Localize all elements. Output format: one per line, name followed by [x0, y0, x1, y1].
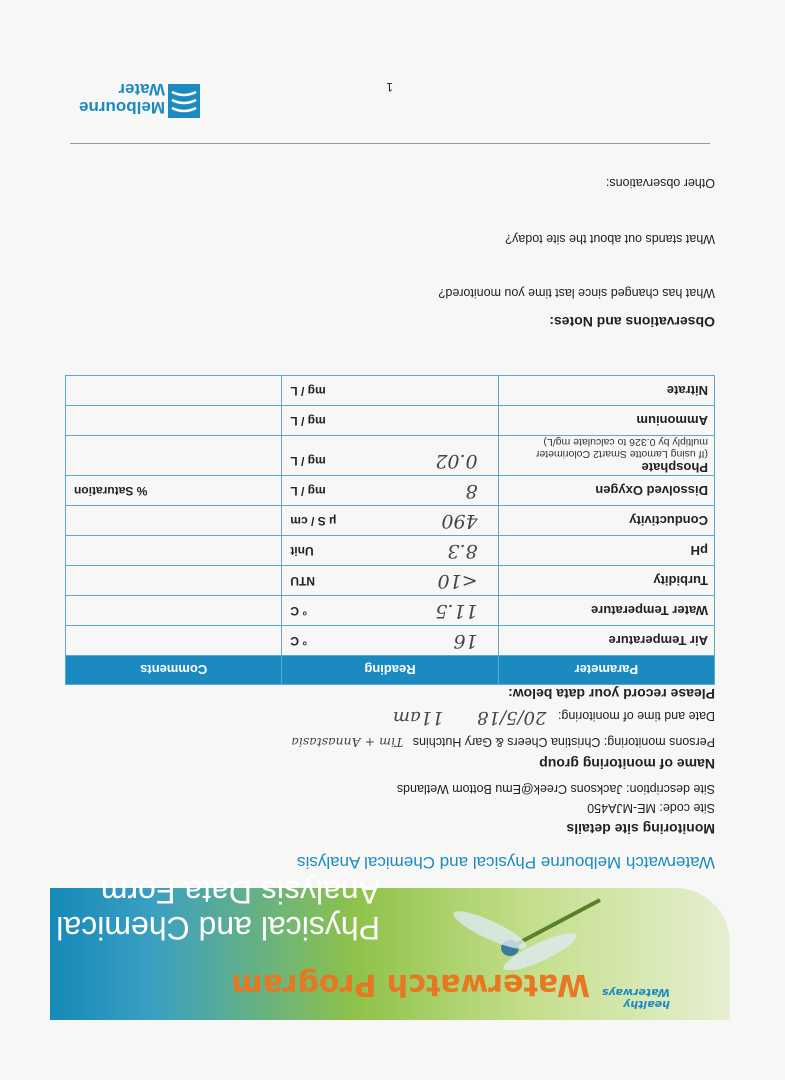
persons-line	[291, 735, 715, 750]
reading-cell[interactable]	[282, 536, 498, 566]
table-body	[66, 376, 715, 656]
parameter-cell	[498, 596, 714, 626]
reading-cell[interactable]	[282, 506, 498, 536]
site-code-line	[587, 801, 715, 815]
persons-handwritten: Tim + Annastasia	[291, 735, 404, 750]
parameter-name: Dissolved Oxygen	[595, 483, 708, 498]
monitoring-table	[65, 375, 715, 685]
site-description-value: Jacksons Creek@Emu Bottom Wetlands	[396, 782, 623, 796]
comments-cell[interactable]	[66, 596, 282, 626]
table-row	[66, 536, 715, 566]
program-title: Waterwatch Program	[231, 967, 590, 1002]
reading-unit: mg / L	[290, 454, 326, 468]
parameter-name: Conductivity	[629, 513, 708, 528]
table-row	[66, 406, 715, 436]
reading-unit: μ S / cm	[290, 514, 337, 528]
col-header-parameter: Parameter	[498, 656, 714, 685]
comments-cell[interactable]	[66, 506, 282, 536]
parameter-cell	[498, 566, 714, 596]
parameter-name: Phosphate	[641, 460, 708, 475]
datetime-label: Date and time of monitoring:	[557, 709, 715, 723]
parameter-cell	[498, 536, 714, 566]
parameter-name: Turbidity	[653, 573, 708, 588]
comments-unit: % Saturation	[74, 484, 148, 498]
reading-unit: ° C	[290, 634, 308, 648]
form-title-line2: Analysis Data Form	[100, 874, 380, 910]
comments-cell[interactable]	[66, 406, 282, 436]
table-header-row	[66, 656, 715, 685]
reading-unit: mg / L	[290, 384, 326, 398]
site-description-line	[397, 782, 715, 796]
form-title-line1: Physical and Chemical	[56, 910, 380, 946]
melbourne-water-text	[79, 80, 165, 116]
form-title	[56, 874, 380, 946]
logo-line1: Melbourne	[79, 98, 165, 117]
reading-unit: ° C	[290, 604, 308, 618]
logo-line2: Water	[118, 80, 165, 99]
reading-unit: mg / L	[290, 414, 326, 428]
wave-icon	[168, 84, 200, 118]
persons-label: Persons monitoring:	[603, 735, 715, 749]
notes-q3: Other observations:	[605, 176, 715, 190]
comments-cell[interactable]	[66, 536, 282, 566]
parameter-note: (If using Lamotte Smart2 Colorimeter multiply by 0.326 to calculate mg/L)	[535, 436, 708, 460]
datetime-line	[393, 707, 715, 728]
table-row	[66, 596, 715, 626]
date-handwritten: 20/5/18	[477, 707, 547, 728]
notes-q2: What stands out about the site today?	[505, 232, 715, 246]
comments-cell[interactable]	[66, 476, 282, 506]
site-details-heading: Monitoring site details	[566, 821, 715, 837]
page-number: 1	[386, 80, 393, 94]
reading-cell[interactable]	[282, 476, 498, 506]
parameter-name: pH	[690, 543, 708, 558]
parameter-name: Nitrate	[666, 383, 708, 398]
reading-unit: NTU	[290, 574, 316, 588]
reading-cell[interactable]	[282, 406, 498, 436]
healthy-waterways-logo: healthy Waterways	[602, 986, 670, 1011]
group-heading: Name of monitoring group	[539, 756, 715, 772]
reading-cell[interactable]	[282, 436, 498, 476]
reading-unit: Unit	[290, 544, 314, 558]
parameter-cell	[498, 436, 714, 476]
reading-handwritten: 490	[441, 510, 478, 532]
table-row	[66, 376, 715, 406]
comments-cell[interactable]	[66, 566, 282, 596]
comments-cell[interactable]	[66, 626, 282, 656]
col-header-comments: Comments	[66, 656, 282, 685]
reading-handwritten: 16	[453, 630, 478, 652]
time-handwritten: 11am	[392, 707, 444, 728]
parameter-cell	[498, 626, 714, 656]
reading-cell[interactable]	[282, 566, 498, 596]
notes-heading: Observations and Notes:	[549, 314, 715, 330]
table-row	[66, 506, 715, 536]
parameter-cell	[498, 376, 714, 406]
parameter-cell	[498, 506, 714, 536]
reading-cell[interactable]	[282, 376, 498, 406]
reading-handwritten: 8	[465, 480, 478, 502]
table-row	[66, 626, 715, 656]
reading-handwritten: 0.02	[435, 450, 478, 472]
reading-cell[interactable]	[282, 596, 498, 626]
table-row	[66, 476, 715, 506]
comments-cell[interactable]	[66, 376, 282, 406]
parameter-name: Water Temperature	[590, 603, 708, 618]
table-row	[66, 566, 715, 596]
reading-handwritten: 11.5	[435, 600, 478, 622]
dragonfly-icon	[440, 890, 610, 970]
footer-divider	[70, 143, 710, 144]
reading-handwritten: 8.3	[447, 540, 478, 562]
site-code-label: Site code:	[659, 801, 715, 815]
parameter-cell	[498, 476, 714, 506]
col-header-reading: Reading	[282, 656, 498, 685]
table-row	[66, 436, 715, 476]
melbourne-water-logo	[70, 60, 200, 120]
parameter-name: Ammonium	[636, 413, 708, 428]
notes-q1: What has changed since last time you monitored?	[438, 286, 715, 300]
site-code-value: ME-MJA450	[587, 801, 656, 815]
parameter-cell	[498, 406, 714, 436]
persons-value: Christina Cheers & Gary Hutchins	[412, 735, 601, 749]
header-banner	[50, 874, 730, 1020]
reading-cell[interactable]	[282, 626, 498, 656]
site-description-label: Site description:	[626, 782, 715, 796]
comments-cell[interactable]	[66, 436, 282, 476]
data-heading: Please record your data below:	[508, 686, 715, 702]
form-subtitle: Waterwatch Melbourne Physical and Chemical Analysis	[297, 853, 715, 872]
reading-unit: mg / L	[290, 484, 326, 498]
parameter-name: Air Temperature	[608, 633, 708, 648]
reading-handwritten: <10	[437, 570, 478, 592]
